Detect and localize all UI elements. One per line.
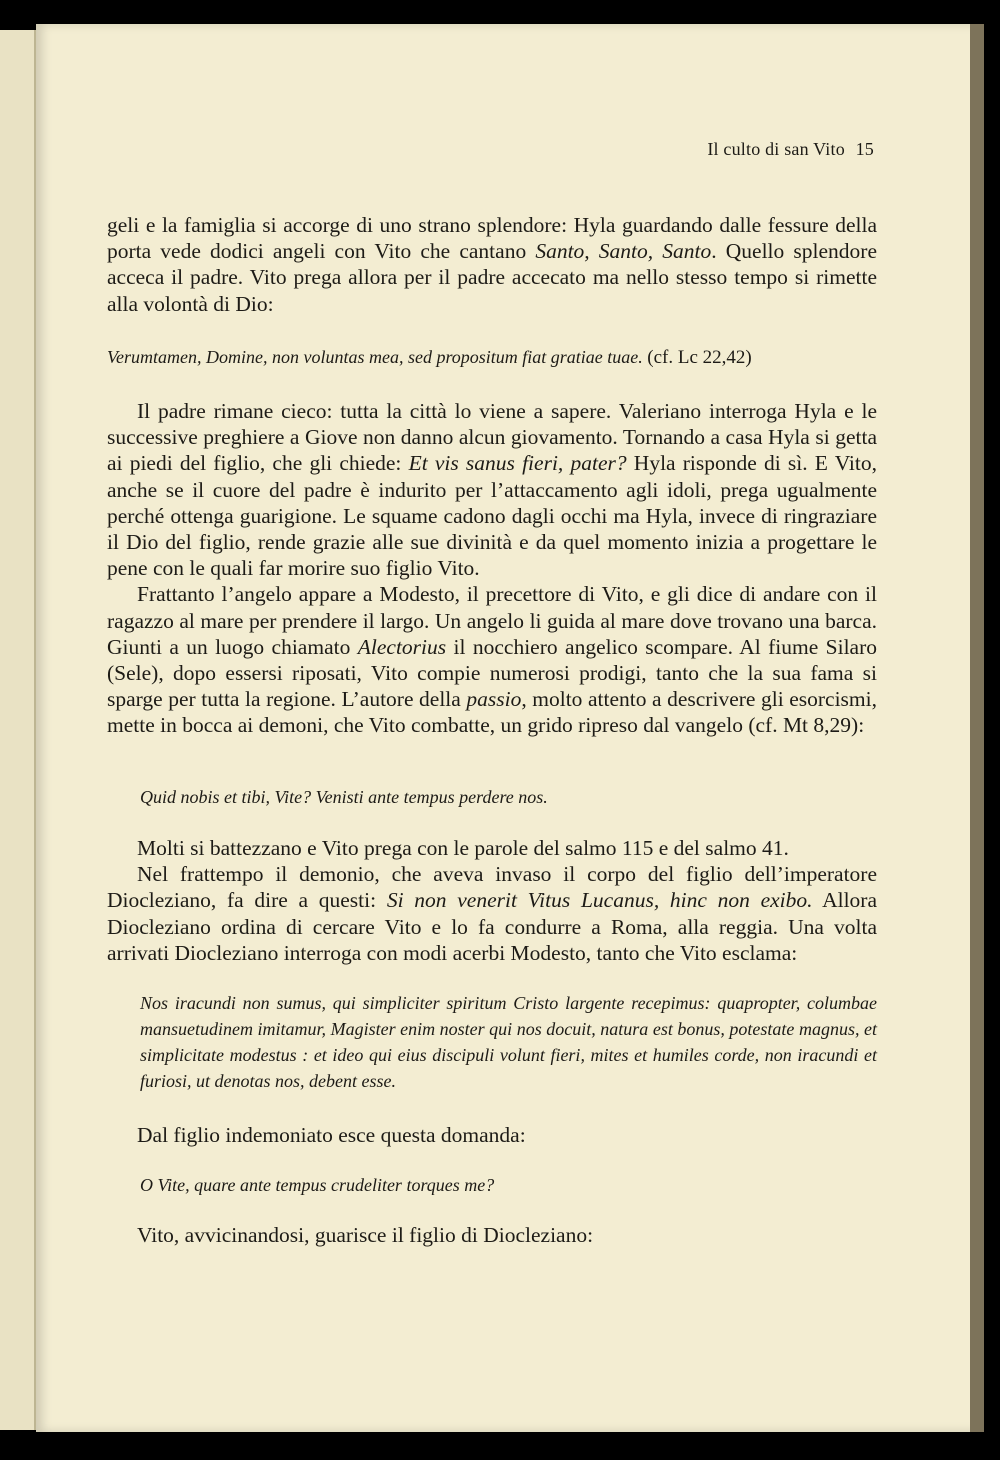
page-number: 15: [855, 139, 874, 159]
paragraph-1: geli e la famiglia si accorge di uno strano splendore: Hyla guardando dalle fessure della porta vede dodici angeli con Vito che cantano Santo, Santo, Santo. Quello splendore acceca il padre. Vito prega allora per il padre accecato ma nello stesso tempo si rimette alla volontà di Dio:: [107, 213, 877, 316]
paragraph-5: Vito, avvicinandosi, guarisce il figlio di Diocleziano:: [137, 1223, 594, 1247]
paragraph-3: Molti si battezzano e Vito prega con le parole del salmo 115 e del salmo 41. Nel frattempo il demonio, che aveva invaso il corpo del figlio dell’imperatore Diocleziano, fa dire a questi: Si non venerit Vitus Lucanus, hinc non exibo. Allora Diocleziano ordina di cercare Vito e lo fa condurre a Roma, alla reggia. Una volta arrivati Diocleziano interroga con modi acerbi Modesto, tanto che Vito esclama:: [107, 836, 878, 965]
paragraph-4: Dal figlio indemoniato esce questa domanda:: [137, 1123, 526, 1147]
running-header-title: Il culto di san Vito: [707, 139, 845, 159]
quote-demon: O Vite, quare ante tempus crudeliter torques me?: [140, 1175, 495, 1195]
page-edge-shadow: [970, 24, 984, 1432]
quote-vito: Nos iracundi non sumus, qui simpliciter spiritum Cristo largente recepimus: quapropter, columbae mansuetudinem imitamur, Magister enim noster qui nos docuit, natura est bonus, potestate magnus, et simplicitate modestus : et ideo qui eius discipuli volunt fieri, mites et humiles corde, non iracundi et furiosi, ut denotas nos, debent esse.: [140, 993, 877, 1091]
quote-matthew: Quid nobis et tibi, Vite? Venisti ante tempus perdere nos.: [140, 787, 548, 807]
previous-page-edge: [0, 30, 36, 1430]
paragraph-2: Il padre rimane cieco: tutta la città lo viene a sapere. Valeriano interroga Hyla e le successive preghiere a Giove non danno alcun giovamento. Tornando a casa Hyla si getta ai piedi del figlio, che gli chiede: Et vis sanus fieri, pater? Hyla risponde di sì. E Vito, anche se il cuore del padre è indurito per l’attaccamento agli idoli, prega ugualmente perché ottenga guarigione. Le squame cadono dagli occhi ma Hyla, invece di ringraziare il Dio del figlio, rende grazie alle sue divinità e da quel momento inizia a progettare le pene con le quali far morire suo figlio Vito. Frattanto l’angelo appare a Modesto, il precettore di Vito, e gli dice di andare con il ragazzo al mare per prendere il largo. Un angelo li guida al mare dove trovano una barca. Giunti a un luogo chiamato Alectorius il nocchiero angelico scompare. Al fiume Silaro (Sele), dopo essersi riposati, Vito compie numerosi prodigi, tanto che la sua fama si sparge per tutta la regione. L’autore della passio, molto attento a descrivere gli esorcismi, mette in bocca ai demoni, che Vito combatte, un grido ripreso dal vangelo (cf. Mt 8,29):: [107, 399, 878, 738]
quote-luke: [107, 344, 877, 371]
quote-luke-ref: (cf. Lc 22,42): [647, 347, 752, 368]
running-header: [701, 139, 874, 160]
quote-luke-latin: Verumtamen, Domine, non voluntas mea, sed propositum fiat gratiae tuae.: [107, 347, 643, 367]
